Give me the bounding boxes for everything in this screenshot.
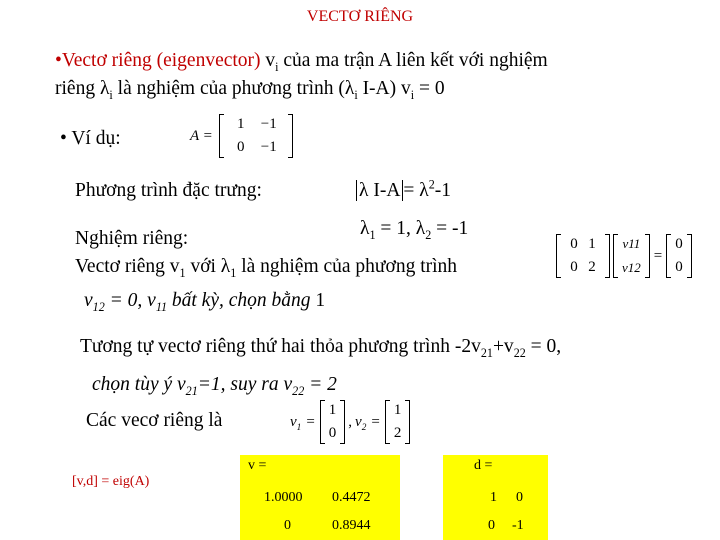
matrix-A-block bbox=[190, 114, 293, 158]
d-cell: 0 bbox=[488, 518, 495, 533]
v1-vector: 1 0 bbox=[320, 400, 346, 444]
page-title: VECTƠ RIÊNG bbox=[306, 8, 414, 25]
vec2-condition: Tương tự vectơ riêng thứ hai thỏa phương trình $-2v_{21}+v_{22} = 0$, bbox=[80, 336, 562, 360]
matlab-v-label: v = bbox=[248, 458, 267, 473]
eigenvalues-label: Nghiệm riêng: bbox=[75, 228, 189, 249]
d-cell: 1 bbox=[490, 490, 497, 505]
char-eq-label: Phương trình đặc trưng: bbox=[75, 180, 262, 201]
bullet: • bbox=[55, 50, 62, 71]
result-label: Các vecơ riêng là bbox=[86, 410, 223, 431]
def-english: (eigenvector) bbox=[156, 50, 261, 71]
definition-line-1: •Vectơ riêng (eigenvector) $v_i$ của ma trận A liên kết với nghiệm bbox=[55, 50, 548, 74]
choice2: chọn tùy ý $v_{21}=1$, suy ra $v_{22} = 2$ bbox=[92, 374, 337, 398]
v-cell: 0.4472 bbox=[332, 490, 371, 505]
def-term: Vectơ riêng bbox=[61, 50, 157, 71]
vec1-coef-matrix: 0 1 0 2 bbox=[556, 234, 610, 278]
result-vectors: $v_1$ = 1 0 , $v_2$ = 1 2 bbox=[290, 400, 410, 444]
v-cell: 0 bbox=[284, 518, 291, 533]
vec1-vars: v11 v12 bbox=[613, 234, 650, 278]
example-label: • Ví dụ: bbox=[60, 128, 121, 149]
definition-line-2: riêng $\lambda_i$ là nghiệm của phương trình ($\lambda_i$ I-A) $v_i = 0$ bbox=[55, 78, 445, 102]
vec1-text: Vectơ riêng $v_1$ với $\lambda_1$ là nghiệm của phương trình bbox=[75, 256, 458, 280]
vec1-rhs: 0 0 bbox=[666, 234, 692, 278]
v2-vector: 1 2 bbox=[385, 400, 411, 444]
d-cell: -1 bbox=[512, 518, 524, 533]
matlab-d-label: d = bbox=[474, 458, 493, 473]
vec1-equation: 0 1 0 2 v11 v12 = 0 0 bbox=[556, 234, 692, 278]
matlab-command: [v,d] = eig(A) bbox=[72, 474, 150, 489]
eigenvalues: $\lambda_1 = 1$, $\lambda_2 = -1$ bbox=[360, 218, 469, 242]
matrix-A-label: A = bbox=[190, 127, 213, 144]
d-cell: 0 bbox=[516, 490, 523, 505]
matrix-A: 1 −1 0 −1 bbox=[219, 114, 293, 158]
v-cell: 0.8944 bbox=[332, 518, 371, 533]
choice1: $v_{12} = 0$, $v_{11}$ bất kỳ, chọn bằng 1 bbox=[84, 290, 326, 314]
char-eq: λ $I-A = \lambda^2-1$ bbox=[356, 180, 451, 202]
v-cell: 1.0000 bbox=[264, 490, 303, 505]
